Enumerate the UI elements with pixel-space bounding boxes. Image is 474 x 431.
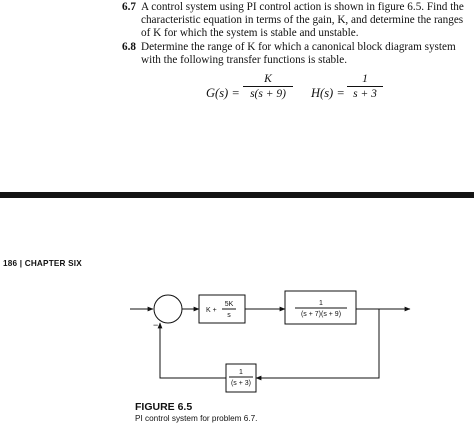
feedback-denominator: (s + 3) (230, 380, 252, 387)
summer-minus-sign: − (153, 320, 159, 330)
page-header: 186 | CHAPTER SIX (3, 259, 82, 268)
problem-text: Determine the range of K for which a canonical block diagram system with the following transfer functions is stable. (141, 41, 456, 67)
figure-label: FIGURE 6.5 (135, 401, 193, 413)
feedback-numerator: 1 (239, 369, 243, 376)
feedback-path (256, 309, 379, 378)
controller-denominator: s (227, 312, 231, 319)
controller-prefix: K + (206, 307, 217, 314)
h-numerator: 1 (362, 73, 368, 85)
g-equation-label: G(s) = (206, 86, 240, 100)
controller-numerator: 5K (224, 301, 234, 308)
g-denominator: s(s + 9) (250, 88, 286, 100)
problem-text: A control system using PI control action is shown in figure 6.5. Find the characteristic equation in terms of the gain, K, and determine the ranges of K for which the system is stable and unstable. (141, 1, 464, 40)
feedback-return-path (160, 323, 226, 378)
plant-denominator: (s + 7)(s + 9) (300, 311, 342, 318)
summing-junction (154, 295, 182, 323)
h-denominator: s + 3 (353, 88, 377, 100)
problem-number: 6.7 (122, 1, 136, 13)
problem-number: 6.8 (122, 41, 136, 53)
g-numerator: K (264, 73, 272, 85)
h-equation-label: H(s) = (311, 86, 345, 100)
plant-numerator: 1 (319, 300, 323, 307)
figure-caption: PI control system for problem 6.7. (135, 414, 258, 423)
